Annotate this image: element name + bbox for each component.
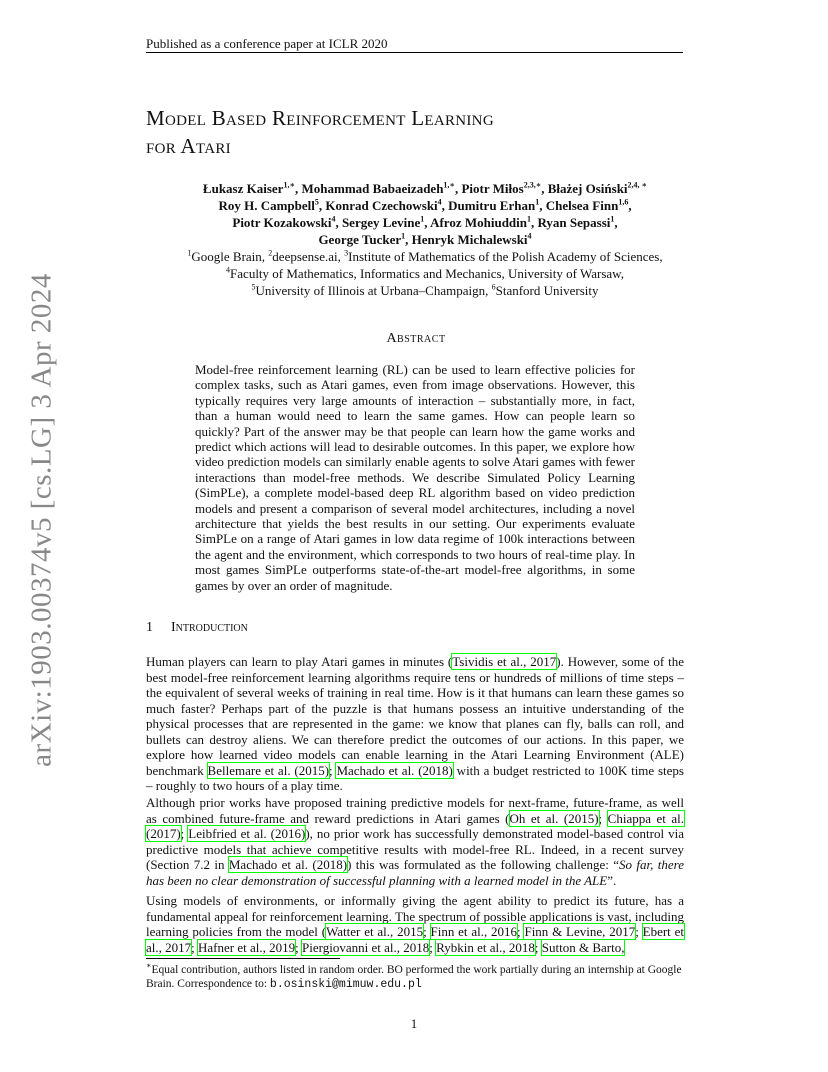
citation-link[interactable]: Hafner et al., 2019 [198,939,296,955]
footnote-mark: ∗ [146,961,152,971]
author-block [150,180,700,299]
intro-paragraph-2: Although prior works have proposed training predictive models for next-frame, future-frame, as well as combined future-frame and reward predictions in Atari games (Oh et al. (2015); Chiappa et al. (2017); Leibfried et al. (2016)), no prior work has successfully demonstrated model-based control via predictive models that achieve competitive results with model-free RL. Indeed, in a recent survey (Section 7.2 in Machado et al. (2018)) this was formulated as the following challenge: “So far, there has been no clear demonstration of successful planning with a learned model in the ALE”. [146,795,685,888]
abstract-heading: Abstract [386,331,446,346]
footnote-rule [146,958,340,959]
page-number: 1 [410,1016,418,1031]
citation-link[interactable]: Sutton & Barto, [541,939,625,955]
author-line-2: Roy H. Campbell$^5$, Konrad Czechowski$^4$, Dumitru Erhan$^1$, Chelsea Finn$^{1,6}$, [218,197,632,213]
citation-link[interactable]: Ebert et al., 2017 [146,924,684,955]
citation-link[interactable]: Tsividis et al., 2017 [452,654,557,669]
citation-link[interactable]: Oh et al. (2015) [509,810,599,826]
intro-paragraph-3: Using models of environments, or informally giving the agent ability to predict its future, has a fundamental appeal for reinforcement learning. The spectrum of possible applications is vast, including learning policies from the model (Watter et al., 2015; Finn et al., 2016; Finn & Levine, 2017; Ebert et al., 2017; Hafner et al., 2019; Piergiovanni et al., 2018; Rybkin et al., 2018; Sutton & Barto, [146,893,684,955]
author-line-4: George Tucker$^1$, Henryk Michalewski$^4$ [318,231,532,247]
citation-link[interactable]: Finn et al., 2016 [430,924,518,939]
abstract-text: Model-free reinforcement learning (RL) can be used to learn effective policies for complex tasks, such as Atari games, even from image observations. However, this typically requires very large amounts of interaction – substantially more, in fact, than a human would need to learn the same games. How can people learn so quickly? Part of the answer may be that people can learn how the game works and predict which actions will lead to desirable outcomes. In this paper, we explore how video prediction models can similarly enable agents to solve Atari games with fewer interactions than model-free methods. We describe Simulated Policy Learning (SimPLe), a complete model-based deep RL algorithm based on video prediction models and present a comparison of several model architectures, including a novel architecture that yields the best results in our setting. Our experiments evaluate SimPLe on a range of Atari games in low data regime of 100k interactions between the agent and the environment, which corresponds to two hours of real-time play. In most games SimPLe outperforms state-of-the-art model-free algorithms, in some games by over an order of magnitude. [195,362,635,593]
citation-link[interactable]: Chiappa et al. (2017) [146,810,684,841]
citation-link[interactable]: Finn & Levine, 2017 [524,924,636,939]
header-rule [146,52,683,53]
citation-link[interactable]: Rybkin et al., 2018 [436,939,535,955]
section-title: Introduction [171,620,248,635]
citation-link[interactable]: Machado et al. (2018) [336,762,453,778]
author-line-3: Piotr Kozakowski$^4$, Sergey Levine$^1$, Afroz Mohiuddin$^1$, Ryan Sepassi$^1$, [232,214,618,230]
section-heading [146,620,248,636]
citation-link[interactable]: Bellemare et al. (2015) [207,762,330,778]
email-address[interactable]: b.osinski@mimuw.edu.pl [269,978,422,991]
footnote: ∗Equal contribution, authors listed in random order. BO performed the work partially during an internship at Google Brain. Correspondence to: b.osinski@mimuw.edu.pl [146,961,682,991]
citation-link[interactable]: Leibfried et al. (2016) [188,826,306,841]
affiliation-line-3: $^5$University of Illinois at Urbana–Champaign, $^6$Stanford University [251,282,599,298]
paper-title [146,104,686,160]
title-line-1: Model Based Reinforcement Learning [146,106,494,130]
running-header: Published as a conference paper at ICLR 2020 [146,36,388,51]
citation-link[interactable]: Machado et al. (2018) [228,857,348,872]
arxiv-identifier: arXiv:1903.00374v5 [cs.LG] 3 Apr 2024 [25,273,58,767]
author-line-1: Łukasz Kaiser$^{1,∗}$, Mohammad Babaeizadeh$^{1,∗}$, Piotr Miłos$^{2,3,∗}$, Błażej Osiński$^{2,4, ∗}$ [202,180,648,196]
citation-link[interactable]: Piergiovanni et al., 2018 [302,939,430,955]
section-number: 1 [146,620,153,635]
title-line-2: for Atari [146,134,231,158]
citation-link[interactable]: Watter et al., 2015 [326,924,424,939]
affiliation-line-2: $^4$Faculty of Mathematics, Informatics and Mechanics, University of Warsaw, [226,265,624,281]
quoted-challenge: So far, there has been no clear demonstration of successful planning with a learned model in the ALE [146,857,685,888]
intro-paragraph-1: Human players can learn to play Atari games in minutes (Tsividis et al., 2017). However, some of the best model-free reinforcement learning algorithms require tens or hundreds of millions of time steps – the equivalent of several weeks of training in real time. How is it that humans can learn these games so much faster? Perhaps part of the puzzle is that humans possess an intuitive understanding of the physical processes that are represented in the game: we know that planes can fly, balls can roll, and bullets can destroy aliens. We can therefore predict the outcomes of our actions. In this paper, we explore how learned video models can enable learning in the Atari Learning Environment (ALE) benchmark Bellemare et al. (2015); Machado et al. (2018) with a budget restricted to 100K time steps – roughly to two hours of a play time. [146,654,684,793]
affiliation-line-1: $^1$Google Brain, $^2$deepsense.ai, $^3$Institute of Mathematics of the Polish Academy of Sciences, [187,248,663,264]
